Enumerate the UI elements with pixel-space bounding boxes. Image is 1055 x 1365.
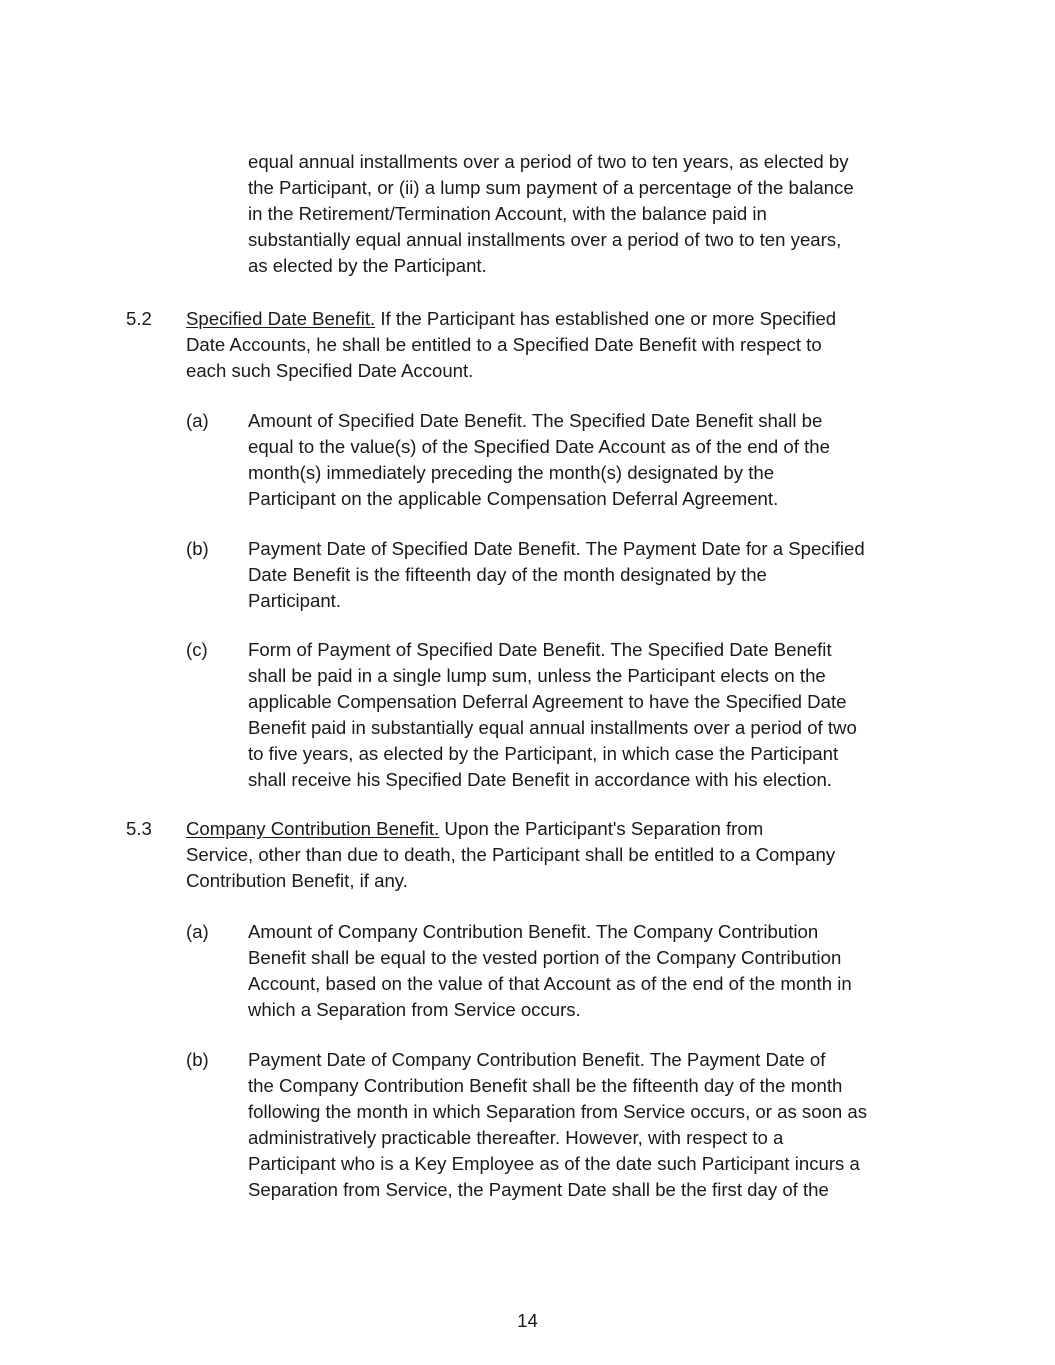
page-number: 14 (517, 1310, 538, 1331)
section-5-2-paragraph (186, 306, 926, 384)
text-line: Form of Payment of Specified Date Benefit. The Specified Date Benefit (248, 639, 832, 660)
text-line: Participant who is a Key Employee as of the date such Participant incurs a (248, 1153, 860, 1174)
text-line: which a Separation from Service occurs. (248, 999, 581, 1020)
text-line (186, 306, 926, 332)
text-line: Account, based on the value of that Account as of the end of the month in (248, 973, 852, 994)
text-fragment: If the Participant has established one or more Specified (375, 308, 837, 329)
text-line: following the month in which Separation from Service occurs, or as soon as (248, 1101, 868, 1122)
text-line: equal to the value(s) of the Specified Date Account as of the end of the (248, 436, 830, 457)
item-paragraph (248, 1047, 928, 1203)
text-line: as elected by the Participant. (248, 255, 487, 276)
text-line: Payment Date of Company Contribution Benefit. The Payment Date of (248, 1049, 826, 1070)
item-label: (c) (186, 639, 208, 660)
item-paragraph (248, 637, 928, 793)
text-line: Amount of Company Contribution Benefit. The Company Contribution (248, 921, 819, 942)
text-line: Date Accounts, he shall be entitled to a Specified Date Benefit with respect to (186, 334, 822, 355)
text-line: equal annual installments over a period of two to ten years, as elected by (248, 151, 849, 172)
text-line: to five years, as elected by the Participant, in which case the Participant (248, 743, 839, 764)
text-line: Participant. (248, 590, 342, 611)
section-number: 5.3 (126, 818, 152, 839)
continued-paragraph (248, 149, 928, 279)
item-paragraph (248, 919, 928, 1023)
text-line: Contribution Benefit, if any. (186, 870, 408, 891)
section-5-3-paragraph (186, 816, 926, 894)
text-line: Amount of Specified Date Benefit. The Specified Date Benefit shall be (248, 410, 823, 431)
item-label: (a) (186, 410, 209, 431)
text-line: each such Specified Date Account. (186, 360, 474, 381)
text-line: substantially equal annual installments over a period of two to ten years, (248, 229, 842, 250)
text-line: in the Retirement/Termination Account, with the balance paid in (248, 203, 767, 224)
text-line: Date Benefit is the fifteenth day of the month designated by the (248, 564, 767, 585)
text-line: applicable Compensation Deferral Agreement to have the Specified Date (248, 691, 847, 712)
text-line: Benefit shall be equal to the vested portion of the Company Contribution (248, 947, 842, 968)
text-line: Payment Date of Specified Date Benefit. The Payment Date for a Specified (248, 538, 865, 559)
item-label: (b) (186, 538, 209, 559)
text-line: shall be paid in a single lump sum, unless the Participant elects on the (248, 665, 826, 686)
text-line: the Participant, or (ii) a lump sum payment of a percentage of the balance (248, 177, 854, 198)
text-line: Separation from Service, the Payment Date shall be the first day of the (248, 1179, 829, 1200)
item-label: (b) (186, 1049, 209, 1070)
item-paragraph (248, 408, 928, 512)
text-fragment: Upon the Participant's Separation from (439, 818, 764, 839)
text-line: month(s) immediately preceding the month(s) designated by the (248, 462, 775, 483)
text-line: Benefit paid in substantially equal annual installments over a period of two (248, 717, 857, 738)
text-line: administratively practicable thereafter. However, with respect to a (248, 1127, 784, 1148)
text-line: the Company Contribution Benefit shall be the fifteenth day of the month (248, 1075, 843, 1096)
text-line: Participant on the applicable Compensation Deferral Agreement. (248, 488, 779, 509)
section-number: 5.2 (126, 308, 152, 329)
item-paragraph (248, 536, 928, 614)
section-heading: Specified Date Benefit. (186, 308, 376, 329)
text-line: Service, other than due to death, the Participant shall be entitled to a Company (186, 844, 836, 865)
text-line: shall receive his Specified Date Benefit in accordance with his election. (248, 769, 832, 790)
section-heading: Company Contribution Benefit. (186, 818, 440, 839)
item-label: (a) (186, 921, 209, 942)
text-line (186, 816, 926, 842)
